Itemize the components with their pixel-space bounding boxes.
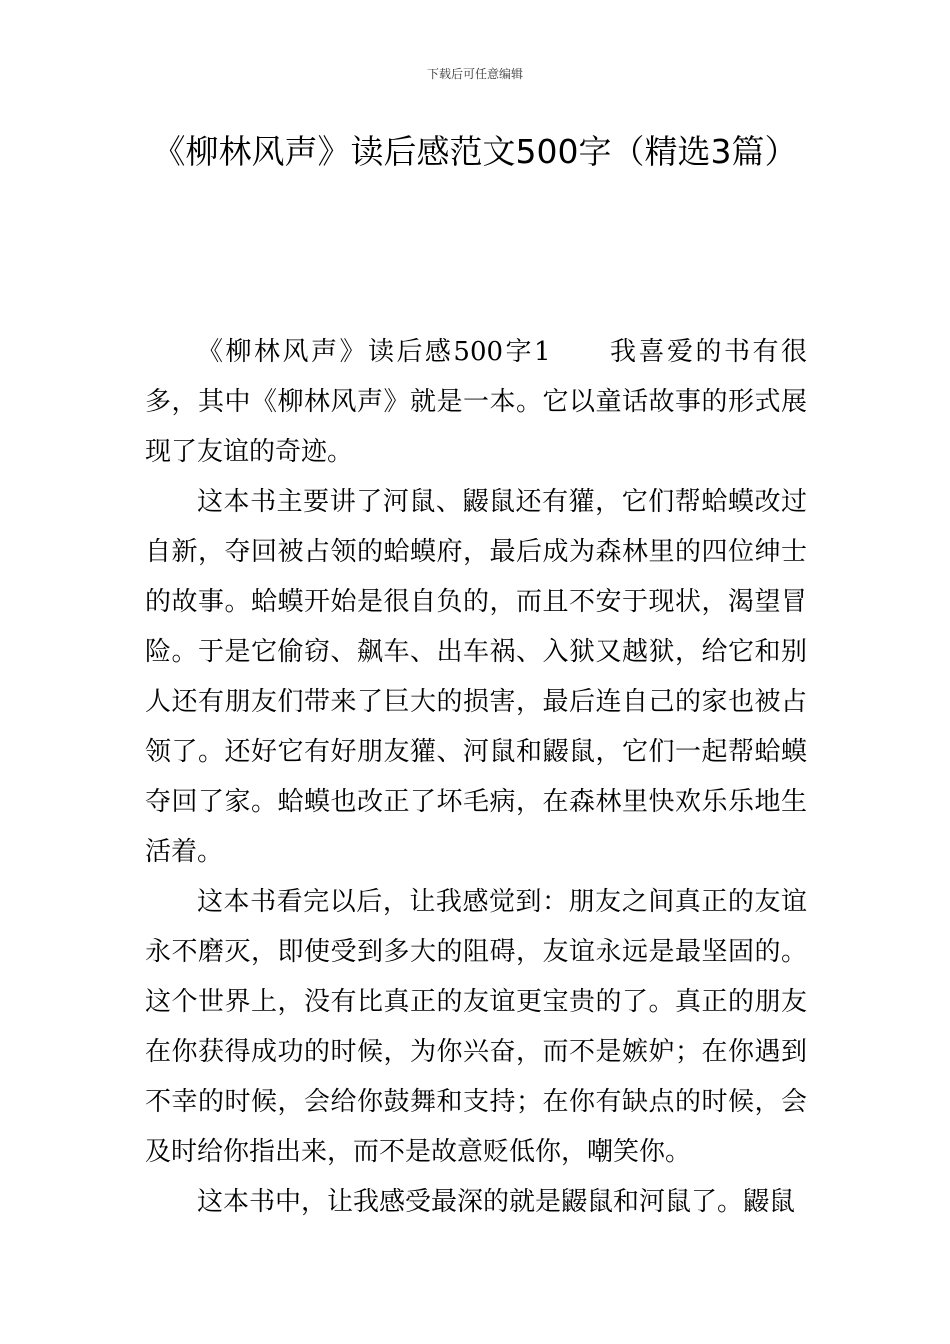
- paragraph: 这本书主要讲了河鼠、鼹鼠还有獾，它们帮蛤蟆改过自新，夺回被占领的蛤蟆府，最后成为森林里的四位绅士的故事。蛤蟆开始是很自负的，而且不安于现状，渴望冒险。于是它偷窃、飙车、出车祸、入狱又越狱，给它和别人还有朋友们带来了巨大的损害，最后连自己的家也被占领了。还好它有好朋友獾、河鼠和鼹鼠，它们一起帮蛤蟆夺回了家。蛤蟆也改正了坏毛病，在森林里快欢乐乐地生活着。: [145, 487, 807, 867]
- document-title: 《柳林风声》读后感范文500字（精选3篇）: [152, 132, 798, 171]
- paragraph: 这本书看完以后，让我感觉到：朋友之间真正的友谊永不磨灭，即使受到多大的阻碍，友谊永远是最坚固的。这个世界上，没有比真正的友谊更宝贵的了。真正的朋友在你获得成功的时候，为你兴奋，而不是嫉妒；在你遇到不幸的时候，会给你鼓舞和支持；在你有缺点的时候，会及时给你指出来，而不是故意贬低你，嘲笑你。: [145, 887, 807, 1167]
- paragraph: 这本书中，让我感受最深的就是鼹鼠和河鼠了。鼹鼠: [197, 1187, 796, 1217]
- paragraph: 《柳林风声》读后感500字1 我喜爱的书有很多，其中《柳林风声》就是一本。它以童话故事的形式展现了友谊的奇迹。: [145, 337, 807, 467]
- document-body: [145, 327, 807, 1227]
- header-note: 下载后可任意编辑: [426, 67, 523, 81]
